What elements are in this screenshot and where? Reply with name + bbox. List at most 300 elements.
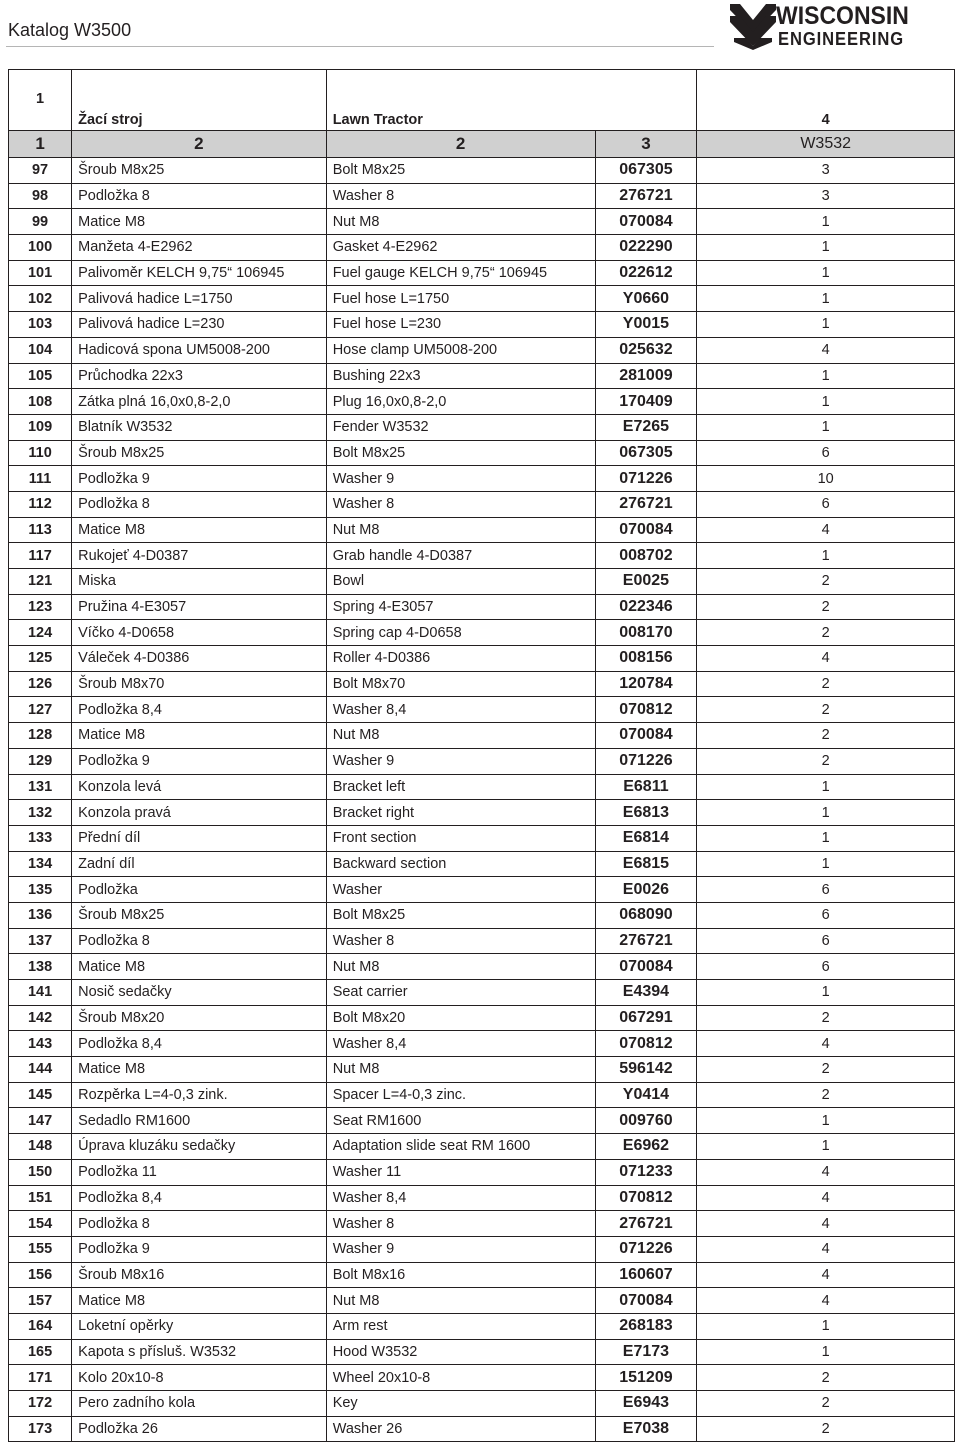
english-name-cell: Nut M8 bbox=[326, 1288, 595, 1314]
english-name-cell: Spring 4-E3057 bbox=[326, 594, 595, 620]
quantity-cell: 1 bbox=[697, 312, 955, 338]
position-cell: 129 bbox=[9, 748, 72, 774]
position-cell: 98 bbox=[9, 183, 72, 209]
czech-name-cell: Palivová hadice L=1750 bbox=[72, 286, 327, 312]
english-name-cell: Washer 11 bbox=[326, 1159, 595, 1185]
quantity-cell: 4 bbox=[697, 1288, 955, 1314]
czech-name-cell: Matice M8 bbox=[72, 723, 327, 749]
table-row bbox=[9, 312, 955, 338]
position-cell: 132 bbox=[9, 800, 72, 826]
quantity-cell: 1 bbox=[697, 260, 955, 286]
part-code-cell: 068090 bbox=[595, 902, 697, 928]
table-row bbox=[9, 1391, 955, 1417]
english-name-cell: Nut M8 bbox=[326, 209, 595, 235]
english-name-cell: Seat carrier bbox=[326, 980, 595, 1006]
english-name-cell: Bolt M8x16 bbox=[326, 1262, 595, 1288]
czech-name-cell: Hadicová spona UM5008-200 bbox=[72, 337, 327, 363]
logo-wordmark-line2: ENGINEERING bbox=[778, 29, 905, 49]
part-code-cell: 070812 bbox=[595, 1031, 697, 1057]
position-cell: 136 bbox=[9, 902, 72, 928]
table-row bbox=[9, 389, 955, 415]
position-cell: 105 bbox=[9, 363, 72, 389]
part-code-cell: E6811 bbox=[595, 774, 697, 800]
english-name-cell: Plug 16,0x0,8-2,0 bbox=[326, 389, 595, 415]
table-row bbox=[9, 1031, 955, 1057]
table-row bbox=[9, 748, 955, 774]
czech-name-cell: Váleček 4-D0386 bbox=[72, 646, 327, 672]
czech-name-cell: Konzola pravá bbox=[72, 800, 327, 826]
quantity-cell: 1 bbox=[697, 980, 955, 1006]
position-cell: 111 bbox=[9, 466, 72, 492]
english-name-cell: Nut M8 bbox=[326, 954, 595, 980]
czech-name-cell: Kolo 20x10-8 bbox=[72, 1365, 327, 1391]
header-divider bbox=[6, 46, 714, 47]
czech-name-cell: Matice M8 bbox=[72, 1288, 327, 1314]
part-code-cell: 151209 bbox=[595, 1365, 697, 1391]
column-header-code: 3 bbox=[595, 131, 697, 158]
part-code-cell: Y0660 bbox=[595, 286, 697, 312]
czech-name-cell: Podložka bbox=[72, 877, 327, 903]
position-cell: 156 bbox=[9, 1262, 72, 1288]
quantity-cell: 6 bbox=[697, 928, 955, 954]
czech-name-cell: Nosič sedačky bbox=[72, 980, 327, 1006]
quantity-cell: 2 bbox=[697, 1391, 955, 1417]
czech-name-cell: Konzola levá bbox=[72, 774, 327, 800]
position-cell: 101 bbox=[9, 260, 72, 286]
quantity-cell: 6 bbox=[697, 440, 955, 466]
part-code-cell: 025632 bbox=[595, 337, 697, 363]
part-code-cell: 071226 bbox=[595, 1236, 697, 1262]
czech-name-cell: Matice M8 bbox=[72, 1057, 327, 1083]
wisconsin-engineering-logo bbox=[730, 2, 930, 50]
part-code-cell: 281009 bbox=[595, 363, 697, 389]
part-code-cell: E6962 bbox=[595, 1134, 697, 1160]
position-cell: 117 bbox=[9, 543, 72, 569]
table-row bbox=[9, 235, 955, 261]
part-code-cell: 070084 bbox=[595, 517, 697, 543]
table-row bbox=[9, 1288, 955, 1314]
quantity-cell: 1 bbox=[697, 800, 955, 826]
part-code-cell: 067305 bbox=[595, 440, 697, 466]
czech-name-cell: Přední díl bbox=[72, 825, 327, 851]
table-row bbox=[9, 1005, 955, 1031]
english-name-cell: Bolt M8x70 bbox=[326, 671, 595, 697]
part-code-cell: 070084 bbox=[595, 954, 697, 980]
czech-name-cell: Podložka 9 bbox=[72, 748, 327, 774]
position-cell: 172 bbox=[9, 1391, 72, 1417]
table-row bbox=[9, 671, 955, 697]
quantity-cell: 4 bbox=[697, 1031, 955, 1057]
quantity-cell: 4 bbox=[697, 1262, 955, 1288]
table-row bbox=[9, 260, 955, 286]
column-header-english: 2 bbox=[326, 131, 595, 158]
table-row bbox=[9, 1108, 955, 1134]
position-cell: 142 bbox=[9, 1005, 72, 1031]
czech-name-cell: Podložka 8 bbox=[72, 183, 327, 209]
position-cell: 108 bbox=[9, 389, 72, 415]
position-cell: 164 bbox=[9, 1313, 72, 1339]
czech-name-cell: Šroub M8x70 bbox=[72, 671, 327, 697]
czech-name-cell: Kapota s přísluš. W3532 bbox=[72, 1339, 327, 1365]
part-code-cell: 070084 bbox=[595, 723, 697, 749]
english-name-cell: Front section bbox=[326, 825, 595, 851]
table-row bbox=[9, 440, 955, 466]
table-row bbox=[9, 646, 955, 672]
quantity-cell: 2 bbox=[697, 1416, 955, 1442]
table-row bbox=[9, 569, 955, 595]
table-row bbox=[9, 183, 955, 209]
position-cell: 102 bbox=[9, 286, 72, 312]
quantity-cell: 1 bbox=[697, 389, 955, 415]
english-name-cell: Fender W3532 bbox=[326, 414, 595, 440]
quantity-cell: 4 bbox=[697, 1185, 955, 1211]
quantity-cell: 4 bbox=[697, 517, 955, 543]
english-name-cell: Washer 8 bbox=[326, 183, 595, 209]
english-name-cell: Bolt M8x25 bbox=[326, 902, 595, 928]
czech-name-cell: Podložka 8,4 bbox=[72, 697, 327, 723]
position-cell: 126 bbox=[9, 671, 72, 697]
part-code-cell: 022346 bbox=[595, 594, 697, 620]
english-name-cell: Fuel hose L=1750 bbox=[326, 286, 595, 312]
quantity-cell: 2 bbox=[697, 1005, 955, 1031]
position-cell: 133 bbox=[9, 825, 72, 851]
table-title-row bbox=[9, 70, 955, 131]
part-code-cell: 022612 bbox=[595, 260, 697, 286]
quantity-cell: 2 bbox=[697, 620, 955, 646]
parts-table bbox=[8, 69, 955, 1442]
table-row bbox=[9, 800, 955, 826]
quantity-cell: 1 bbox=[697, 851, 955, 877]
table-row bbox=[9, 1365, 955, 1391]
quantity-cell: 1 bbox=[697, 235, 955, 261]
table-row bbox=[9, 337, 955, 363]
position-cell: 145 bbox=[9, 1082, 72, 1108]
table-row bbox=[9, 980, 955, 1006]
quantity-cell: 4 bbox=[697, 1211, 955, 1237]
position-cell: 141 bbox=[9, 980, 72, 1006]
table-row bbox=[9, 825, 955, 851]
english-name-cell: Washer 8 bbox=[326, 1211, 595, 1237]
english-name-cell: Roller 4-D0386 bbox=[326, 646, 595, 672]
position-cell: 125 bbox=[9, 646, 72, 672]
position-cell: 100 bbox=[9, 235, 72, 261]
document-title: Katalog W3500 bbox=[8, 20, 132, 40]
part-code-cell: E0025 bbox=[595, 569, 697, 595]
part-code-cell: 070084 bbox=[595, 1288, 697, 1314]
table-row bbox=[9, 697, 955, 723]
quantity-cell: 2 bbox=[697, 1057, 955, 1083]
czech-name-cell: Podložka 11 bbox=[72, 1159, 327, 1185]
english-name-cell: Washer 8,4 bbox=[326, 1185, 595, 1211]
english-name-cell: Washer bbox=[326, 877, 595, 903]
table-row bbox=[9, 414, 955, 440]
table-row bbox=[9, 209, 955, 235]
table-row bbox=[9, 1134, 955, 1160]
position-cell: 144 bbox=[9, 1057, 72, 1083]
quantity-cell: 1 bbox=[697, 414, 955, 440]
quantity-cell: 1 bbox=[697, 774, 955, 800]
position-cell: 131 bbox=[9, 774, 72, 800]
quantity-cell: 3 bbox=[697, 183, 955, 209]
english-name-cell: Hose clamp UM5008-200 bbox=[326, 337, 595, 363]
czech-name-cell: Šroub M8x16 bbox=[72, 1262, 327, 1288]
quantity-cell: 1 bbox=[697, 543, 955, 569]
czech-name-cell: Matice M8 bbox=[72, 209, 327, 235]
table-row bbox=[9, 517, 955, 543]
english-name-cell: Grab handle 4-D0387 bbox=[326, 543, 595, 569]
table-row bbox=[9, 1262, 955, 1288]
quantity-cell: 2 bbox=[697, 1082, 955, 1108]
quantity-cell: 4 bbox=[697, 1159, 955, 1185]
position-cell: 137 bbox=[9, 928, 72, 954]
table-row bbox=[9, 1185, 955, 1211]
table-row bbox=[9, 286, 955, 312]
position-cell: 148 bbox=[9, 1134, 72, 1160]
table-row bbox=[9, 1236, 955, 1262]
czech-name-cell: Zátka plná 16,0x0,8-2,0 bbox=[72, 389, 327, 415]
quantity-cell: 1 bbox=[697, 1339, 955, 1365]
part-code-cell: E4394 bbox=[595, 980, 697, 1006]
part-code-cell: 067305 bbox=[595, 158, 697, 184]
part-code-cell: 170409 bbox=[595, 389, 697, 415]
part-code-cell: 008170 bbox=[595, 620, 697, 646]
position-cell: 121 bbox=[9, 569, 72, 595]
section-quantity-marker: 4 bbox=[697, 70, 955, 131]
english-name-cell: Bowl bbox=[326, 569, 595, 595]
position-cell: 123 bbox=[9, 594, 72, 620]
position-cell: 173 bbox=[9, 1416, 72, 1442]
table-row bbox=[9, 1082, 955, 1108]
quantity-cell: 2 bbox=[697, 569, 955, 595]
english-name-cell: Washer 8 bbox=[326, 491, 595, 517]
position-cell: 134 bbox=[9, 851, 72, 877]
czech-name-cell: Manžeta 4-E2962 bbox=[72, 235, 327, 261]
part-code-cell: E7038 bbox=[595, 1416, 697, 1442]
part-code-cell: E7173 bbox=[595, 1339, 697, 1365]
czech-name-cell: Podložka 8,4 bbox=[72, 1031, 327, 1057]
table-row bbox=[9, 543, 955, 569]
english-name-cell: Bolt M8x25 bbox=[326, 440, 595, 466]
part-code-cell: 008156 bbox=[595, 646, 697, 672]
part-code-cell: 067291 bbox=[595, 1005, 697, 1031]
czech-name-cell: Podložka 8 bbox=[72, 928, 327, 954]
position-cell: 97 bbox=[9, 158, 72, 184]
part-code-cell: 070812 bbox=[595, 697, 697, 723]
czech-name-cell: Šroub M8x20 bbox=[72, 1005, 327, 1031]
section-title-english: Lawn Tractor bbox=[326, 70, 697, 131]
position-cell: 157 bbox=[9, 1288, 72, 1314]
quantity-cell: 1 bbox=[697, 1313, 955, 1339]
position-cell: 109 bbox=[9, 414, 72, 440]
quantity-cell: 6 bbox=[697, 954, 955, 980]
english-name-cell: Fuel gauge KELCH 9,75“ 106945 bbox=[326, 260, 595, 286]
czech-name-cell: Pero zadního kola bbox=[72, 1391, 327, 1417]
position-cell: 150 bbox=[9, 1159, 72, 1185]
position-cell: 128 bbox=[9, 723, 72, 749]
english-name-cell: Bracket right bbox=[326, 800, 595, 826]
quantity-cell: 2 bbox=[697, 697, 955, 723]
czech-name-cell: Šroub M8x25 bbox=[72, 902, 327, 928]
english-name-cell: Key bbox=[326, 1391, 595, 1417]
table-row bbox=[9, 877, 955, 903]
english-name-cell: Wheel 20x10-8 bbox=[326, 1365, 595, 1391]
quantity-cell: 1 bbox=[697, 363, 955, 389]
czech-name-cell: Matice M8 bbox=[72, 954, 327, 980]
part-code-cell: Y0015 bbox=[595, 312, 697, 338]
czech-name-cell: Šroub M8x25 bbox=[72, 158, 327, 184]
part-code-cell: Y0414 bbox=[595, 1082, 697, 1108]
english-name-cell: Nut M8 bbox=[326, 517, 595, 543]
english-name-cell: Bushing 22x3 bbox=[326, 363, 595, 389]
quantity-cell: 4 bbox=[697, 646, 955, 672]
part-code-cell: 120784 bbox=[595, 671, 697, 697]
table-row bbox=[9, 491, 955, 517]
czech-name-cell: Miska bbox=[72, 569, 327, 595]
position-cell: 127 bbox=[9, 697, 72, 723]
czech-name-cell: Blatník W3532 bbox=[72, 414, 327, 440]
table-row bbox=[9, 1339, 955, 1365]
quantity-cell: 1 bbox=[697, 286, 955, 312]
czech-name-cell: Pružina 4-E3057 bbox=[72, 594, 327, 620]
english-name-cell: Backward section bbox=[326, 851, 595, 877]
position-cell: 151 bbox=[9, 1185, 72, 1211]
part-code-cell: 276721 bbox=[595, 491, 697, 517]
part-code-cell: 008702 bbox=[595, 543, 697, 569]
quantity-cell: 6 bbox=[697, 491, 955, 517]
quantity-cell: 1 bbox=[697, 1134, 955, 1160]
english-name-cell: Seat RM1600 bbox=[326, 1108, 595, 1134]
position-cell: 110 bbox=[9, 440, 72, 466]
quantity-cell: 1 bbox=[697, 209, 955, 235]
english-name-cell: Washer 8,4 bbox=[326, 1031, 595, 1057]
czech-name-cell: Podložka 8 bbox=[72, 491, 327, 517]
czech-name-cell: Úprava kluzáku sedačky bbox=[72, 1134, 327, 1160]
table-row bbox=[9, 723, 955, 749]
page-header bbox=[0, 0, 960, 62]
quantity-cell: 2 bbox=[697, 594, 955, 620]
position-cell: 135 bbox=[9, 877, 72, 903]
table-row bbox=[9, 158, 955, 184]
czech-name-cell: Podložka 8,4 bbox=[72, 1185, 327, 1211]
english-name-cell: Nut M8 bbox=[326, 1057, 595, 1083]
czech-name-cell: Podložka 9 bbox=[72, 466, 327, 492]
english-name-cell: Bolt M8x20 bbox=[326, 1005, 595, 1031]
czech-name-cell: Průchodka 22x3 bbox=[72, 363, 327, 389]
czech-name-cell: Rozpěrka L=4-0,3 zink. bbox=[72, 1082, 327, 1108]
position-cell: 165 bbox=[9, 1339, 72, 1365]
czech-name-cell: Palivoměr KELCH 9,75“ 106945 bbox=[72, 260, 327, 286]
logo-wordmark-line1: WISCONSIN bbox=[776, 2, 909, 30]
english-name-cell: Spring cap 4-D0658 bbox=[326, 620, 595, 646]
czech-name-cell: Matice M8 bbox=[72, 517, 327, 543]
table-row bbox=[9, 851, 955, 877]
table-row bbox=[9, 928, 955, 954]
part-code-cell: 071226 bbox=[595, 748, 697, 774]
quantity-cell: 4 bbox=[697, 1236, 955, 1262]
english-name-cell: Washer 9 bbox=[326, 466, 595, 492]
position-cell: 104 bbox=[9, 337, 72, 363]
quantity-cell: 6 bbox=[697, 902, 955, 928]
english-name-cell: Bracket left bbox=[326, 774, 595, 800]
position-cell: 143 bbox=[9, 1031, 72, 1057]
czech-name-cell: Podložka 26 bbox=[72, 1416, 327, 1442]
part-code-cell: 276721 bbox=[595, 1211, 697, 1237]
czech-name-cell: Šroub M8x25 bbox=[72, 440, 327, 466]
part-code-cell: 268183 bbox=[595, 1313, 697, 1339]
part-code-cell: E0026 bbox=[595, 877, 697, 903]
table-row bbox=[9, 363, 955, 389]
quantity-cell: 1 bbox=[697, 825, 955, 851]
english-name-cell: Washer 8 bbox=[326, 928, 595, 954]
column-header-position: 1 bbox=[9, 131, 72, 158]
quantity-cell: 3 bbox=[697, 158, 955, 184]
part-code-cell: 009760 bbox=[595, 1108, 697, 1134]
quantity-cell: 1 bbox=[697, 1108, 955, 1134]
table-row bbox=[9, 902, 955, 928]
position-cell: 124 bbox=[9, 620, 72, 646]
table-row bbox=[9, 466, 955, 492]
quantity-cell: 2 bbox=[697, 723, 955, 749]
part-code-cell: 276721 bbox=[595, 928, 697, 954]
column-header-row bbox=[9, 131, 955, 158]
part-code-cell: E6814 bbox=[595, 825, 697, 851]
part-code-cell: E6813 bbox=[595, 800, 697, 826]
quantity-cell: 2 bbox=[697, 1365, 955, 1391]
position-cell: 171 bbox=[9, 1365, 72, 1391]
section-number: 1 bbox=[9, 70, 72, 131]
position-cell: 99 bbox=[9, 209, 72, 235]
logo-chevron-icon bbox=[730, 4, 776, 50]
table-row bbox=[9, 1211, 955, 1237]
english-name-cell: Hood W3532 bbox=[326, 1339, 595, 1365]
quantity-cell: 4 bbox=[697, 337, 955, 363]
position-cell: 138 bbox=[9, 954, 72, 980]
part-code-cell: 071226 bbox=[595, 466, 697, 492]
part-code-cell: E6943 bbox=[595, 1391, 697, 1417]
position-cell: 103 bbox=[9, 312, 72, 338]
english-name-cell: Fuel hose L=230 bbox=[326, 312, 595, 338]
english-name-cell: Bolt M8x25 bbox=[326, 158, 595, 184]
czech-name-cell: Zadní díl bbox=[72, 851, 327, 877]
english-name-cell: Arm rest bbox=[326, 1313, 595, 1339]
czech-name-cell: Podložka 9 bbox=[72, 1236, 327, 1262]
column-header-model: W3532 bbox=[697, 131, 955, 158]
table-row bbox=[9, 1159, 955, 1185]
position-cell: 155 bbox=[9, 1236, 72, 1262]
czech-name-cell: Rukojeť 4-D0387 bbox=[72, 543, 327, 569]
position-cell: 113 bbox=[9, 517, 72, 543]
quantity-cell: 2 bbox=[697, 748, 955, 774]
part-code-cell: 276721 bbox=[595, 183, 697, 209]
table-row bbox=[9, 594, 955, 620]
quantity-cell: 10 bbox=[697, 466, 955, 492]
quantity-cell: 2 bbox=[697, 671, 955, 697]
english-name-cell: Washer 26 bbox=[326, 1416, 595, 1442]
english-name-cell: Washer 9 bbox=[326, 1236, 595, 1262]
english-name-cell: Washer 9 bbox=[326, 748, 595, 774]
table-row bbox=[9, 1313, 955, 1339]
column-header-czech: 2 bbox=[72, 131, 327, 158]
part-code-cell: E7265 bbox=[595, 414, 697, 440]
table-row bbox=[9, 1057, 955, 1083]
english-name-cell: Nut M8 bbox=[326, 723, 595, 749]
position-cell: 147 bbox=[9, 1108, 72, 1134]
table-row bbox=[9, 954, 955, 980]
czech-name-cell: Palivová hadice L=230 bbox=[72, 312, 327, 338]
part-code-cell: 160607 bbox=[595, 1262, 697, 1288]
english-name-cell: Gasket 4-E2962 bbox=[326, 235, 595, 261]
table-row bbox=[9, 774, 955, 800]
